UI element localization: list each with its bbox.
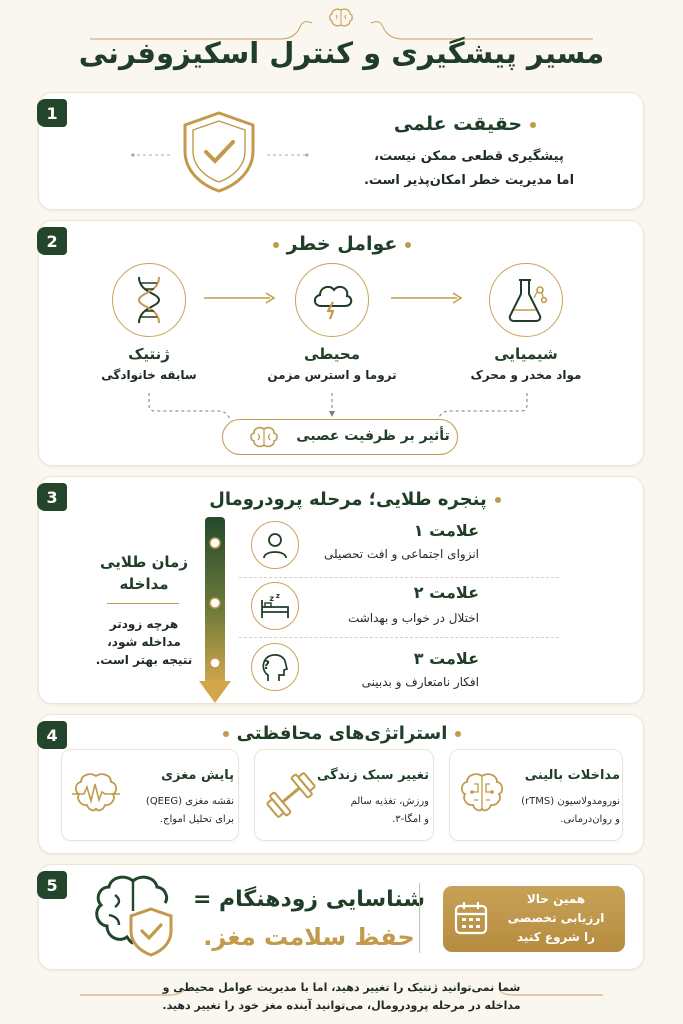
- connector-line-left: [131, 151, 173, 159]
- section-title: حقیقت علمی: [319, 113, 619, 135]
- sign-title: علامت ۱: [413, 521, 479, 540]
- brain-wave-icon: [68, 770, 124, 818]
- strategy-line: نورومدولاسیون (rTMS): [521, 796, 620, 807]
- strategy-card-clinical: [449, 749, 623, 841]
- strategy-line: و امگا-۳.: [392, 814, 429, 825]
- risk-factor-environmental: [295, 263, 369, 337]
- sign-desc: افکار نامتعارف و بدبینی: [361, 675, 479, 689]
- impact-text: تأثیر بر ظرفیت عصبی: [296, 428, 450, 444]
- section-number-badge: 3: [37, 483, 67, 511]
- storm-cloud-icon: [309, 278, 355, 322]
- section-number-badge: 5: [37, 871, 67, 899]
- factor-subtitle: تروما و استرس مزمن: [267, 368, 397, 382]
- strategy-card-brain-monitoring: [61, 749, 239, 841]
- connector-line-right: [267, 151, 309, 159]
- shield-check-icon: [177, 109, 261, 195]
- golden-time-text: مداخله شود،: [107, 635, 181, 649]
- divider: [107, 603, 179, 604]
- section-scientific-fact: [38, 92, 644, 210]
- brain-shield-icon: [85, 871, 181, 965]
- factor-subtitle: مواد مخدر و محرک: [470, 368, 582, 382]
- section-early-detection: [38, 864, 644, 970]
- divider: [239, 577, 559, 578]
- section-title: استراتژی‌های محافظتی: [39, 723, 645, 744]
- golden-time-text: نتیجه بهتر است.: [95, 653, 193, 667]
- strategy-title: پایش مغزی: [161, 768, 234, 783]
- footer-line-1: شما نمی‌توانید ژنتیک را تغییر دهید، اما با مدیریت عوامل محیطی و: [162, 981, 521, 994]
- impact-pill: [222, 419, 458, 455]
- strategy-line: برای تحلیل امواج.: [159, 814, 234, 825]
- divider: [239, 637, 559, 638]
- brain-circuit-icon: [456, 770, 508, 818]
- sign-icon-circle: [251, 643, 299, 691]
- strategy-line: و روان‌درمانی.: [560, 814, 620, 825]
- strategy-line: ورزش، تغذیه سالم: [350, 796, 429, 807]
- bed-sleep-icon: [259, 592, 291, 620]
- footer-ornament-right: [493, 988, 603, 1002]
- golden-time-title: مداخله: [119, 575, 169, 593]
- dumbbell-icon: [263, 770, 319, 820]
- early-detection-title: شناسایی زودهنگام =: [192, 887, 426, 912]
- brain-logo-icon: [328, 7, 354, 29]
- strategy-title: تغییر سبک زندگی: [317, 768, 429, 783]
- calendar-icon: [453, 900, 489, 936]
- flow-arrow: [202, 291, 277, 305]
- risk-factor-chemical: [489, 263, 563, 337]
- section-number-badge: 1: [37, 99, 67, 127]
- early-detection-subtitle: حفظ سلامت مغز.: [203, 923, 415, 951]
- factor-subtitle: سابقه خانوادگی: [101, 368, 197, 382]
- factor-title: ژنتیک: [128, 345, 170, 363]
- section-number-badge: 2: [37, 227, 67, 255]
- factor-title: محیطی: [303, 345, 360, 363]
- sign-desc: اختلال در خواب و بهداشت: [347, 611, 479, 625]
- footer-line-2: مداخله در مرحله پرودرومال، می‌توانید آینده مغز خود را تغییر دهید.: [162, 999, 521, 1012]
- svg-text:?: ?: [263, 658, 270, 672]
- footer-ornament-left: [80, 988, 190, 1002]
- flow-arrow: [389, 291, 464, 305]
- cta-line: ارزیابی تخصصی: [507, 911, 605, 925]
- sign-icon-circle: [251, 582, 299, 630]
- section-prodromal-window: [38, 476, 644, 704]
- page-title: مسیر پیشگیری و کنترل اسکیزوفرنی: [78, 36, 605, 70]
- section-title: پنجره طلایی؛ مرحله پرودرومال: [159, 489, 559, 510]
- section-risk-factors: [38, 220, 644, 466]
- head-question-icon: [260, 651, 290, 683]
- section-title: عوامل خطر: [39, 233, 645, 255]
- strategy-line: نقشه مغزی (QEEG): [145, 796, 234, 807]
- timeline-arrow: [197, 517, 233, 705]
- golden-time-text: هرچه زودتر: [109, 617, 179, 631]
- strategy-card-lifestyle: [254, 749, 434, 841]
- golden-time-title: زمان طلایی: [100, 553, 188, 571]
- cta-line: را شروع کنید: [516, 930, 595, 944]
- svg-text:z: z: [269, 594, 274, 603]
- sign-icon-circle: [251, 521, 299, 569]
- svg-text:z: z: [275, 592, 280, 600]
- brain-icon: [249, 425, 279, 450]
- factor-title: شیمیایی: [494, 345, 558, 363]
- person-icon: [260, 530, 290, 560]
- fact-line-2: اما مدیریت خطر امکان‌پذیر است.: [363, 173, 575, 188]
- divider: [419, 883, 420, 953]
- sign-title: علامت ۳: [413, 649, 479, 668]
- strategy-title: مداخلات بالینی: [524, 768, 620, 783]
- section-number-badge: 4: [37, 721, 67, 749]
- fact-line-1: پیشگیری قطعی ممکن نیست،: [374, 149, 564, 164]
- risk-factor-genetics: [112, 263, 186, 337]
- flask-icon: [504, 276, 548, 324]
- dna-icon: [129, 275, 169, 325]
- sign-desc: انزوای اجتماعی و افت تحصیلی: [324, 547, 479, 561]
- sign-title: علامت ۲: [413, 583, 479, 602]
- cta-line: همین حالا: [526, 892, 586, 906]
- section-protective-strategies: [38, 714, 644, 854]
- start-assessment-button[interactable]: [443, 886, 625, 952]
